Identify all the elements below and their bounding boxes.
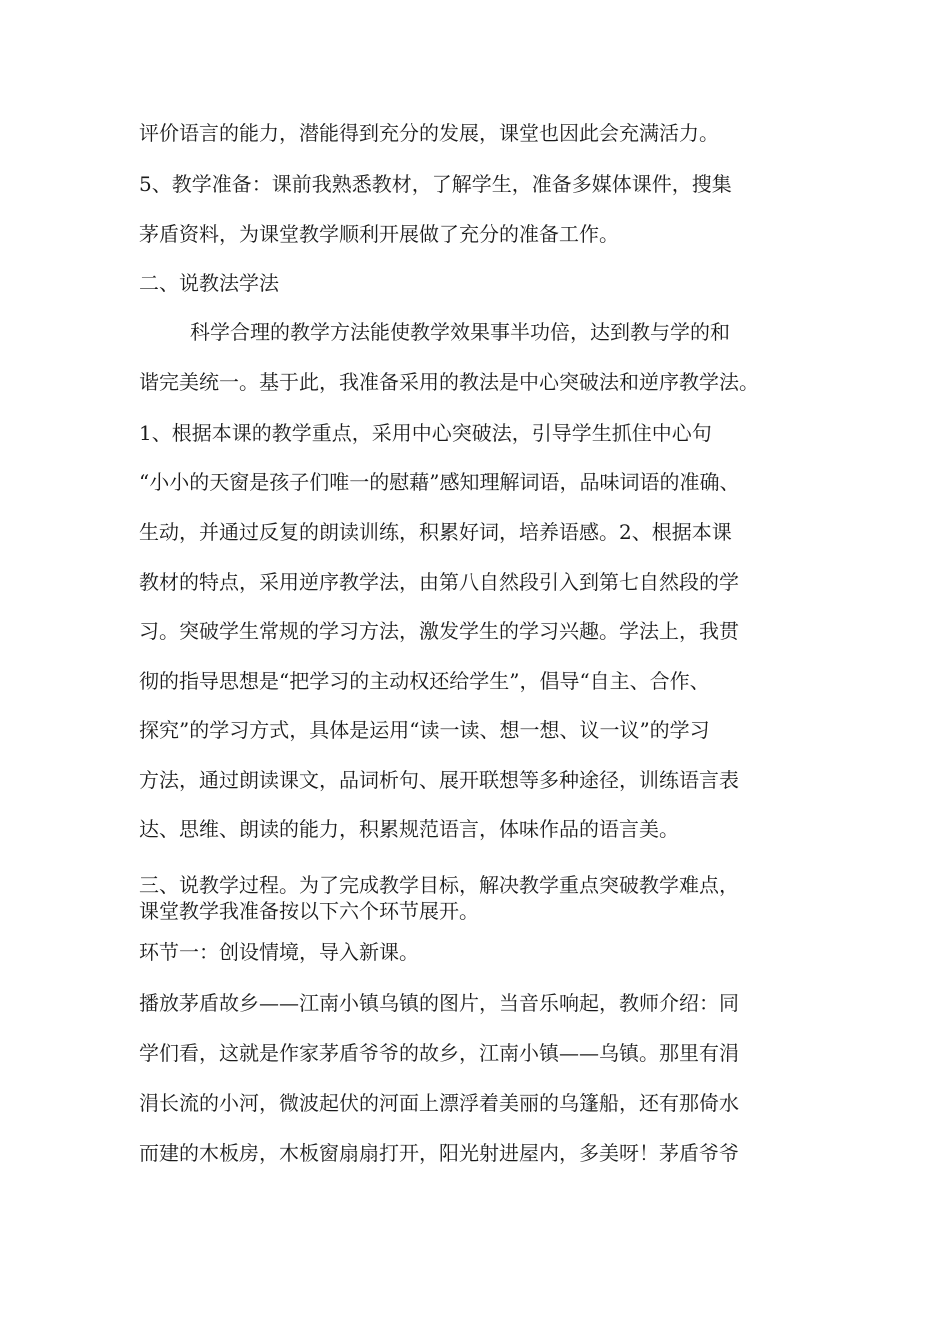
text-line: 科学合理的教学方法能使教学效果事半功倍，达到教与学的和 (190, 320, 730, 344)
text-line: 1、根据本课的教学重点，采用中心突破法，引导学生抓住中心句 (139, 421, 712, 445)
text-line: 茅盾资料，为课堂教学顺利开展做了充分的准备工作。 (139, 222, 619, 246)
text-line: 习。突破学生常规的学习方法，激发学生的学习兴趣。学法上，我贯 (139, 619, 739, 643)
text-line: 生动，并通过反复的朗读训练，积累好词，培养语感。2、根据本课 (139, 520, 732, 544)
text-line: 彻的指导思想是“把学习的主动权还给学生”，倡导“自主、合作、 (139, 669, 710, 693)
section-heading: 三、说教学过程。为了完成教学目标，解决教学重点突破教学难点， (139, 873, 739, 897)
text-line: 播放茅盾故乡——江南小镇乌镇的图片，当音乐响起，教师介绍：同 (139, 991, 739, 1015)
text-line: 而建的木板房，木板窗扇扇打开，阳光射进屋内，多美呀！茅盾爷爷 (139, 1141, 739, 1165)
text-line: 学们看，这就是作家茅盾爷爷的故乡，江南小镇——乌镇。那里有涓 (139, 1041, 739, 1065)
text-line: 教材的特点，采用逆序教学法，由第八自然段引入到第七自然段的学 (139, 570, 739, 594)
text-line: 方法，通过朗读课文，品词析句、展开联想等多种途径，训练语言表 (139, 768, 739, 792)
text-line: 课堂教学我准备按以下六个环节展开。 (139, 899, 479, 923)
text-line: 涓长流的小河，微波起伏的河面上漂浮着美丽的乌篷船，还有那倚水 (139, 1091, 739, 1115)
text-line: 达、思维、朗读的能力，积累规范语言，体味作品的语言美。 (139, 817, 679, 841)
section-heading: 二、说教法学法 (139, 271, 279, 295)
text-line: 5、教学准备：课前我熟悉教材，了解学生，准备多媒体课件，搜集 (139, 172, 732, 196)
text-line: “小小的天窗是孩子们唯一的慰藉”感知理解词语，品味词语的准确、 (139, 470, 740, 494)
text-line: 探究”的学习方式，具体是运用“读一读、想一想、议一议”的学习 (139, 718, 710, 742)
text-line: 评价语言的能力，潜能得到充分的发展，课堂也因此会充满活力。 (139, 121, 719, 145)
text-line: 谐完美统一。基于此，我准备采用的教法是中心突破法和逆序教学法。 (139, 370, 759, 394)
subsection-heading: 环节一：创设情境，导入新课。 (139, 940, 419, 964)
